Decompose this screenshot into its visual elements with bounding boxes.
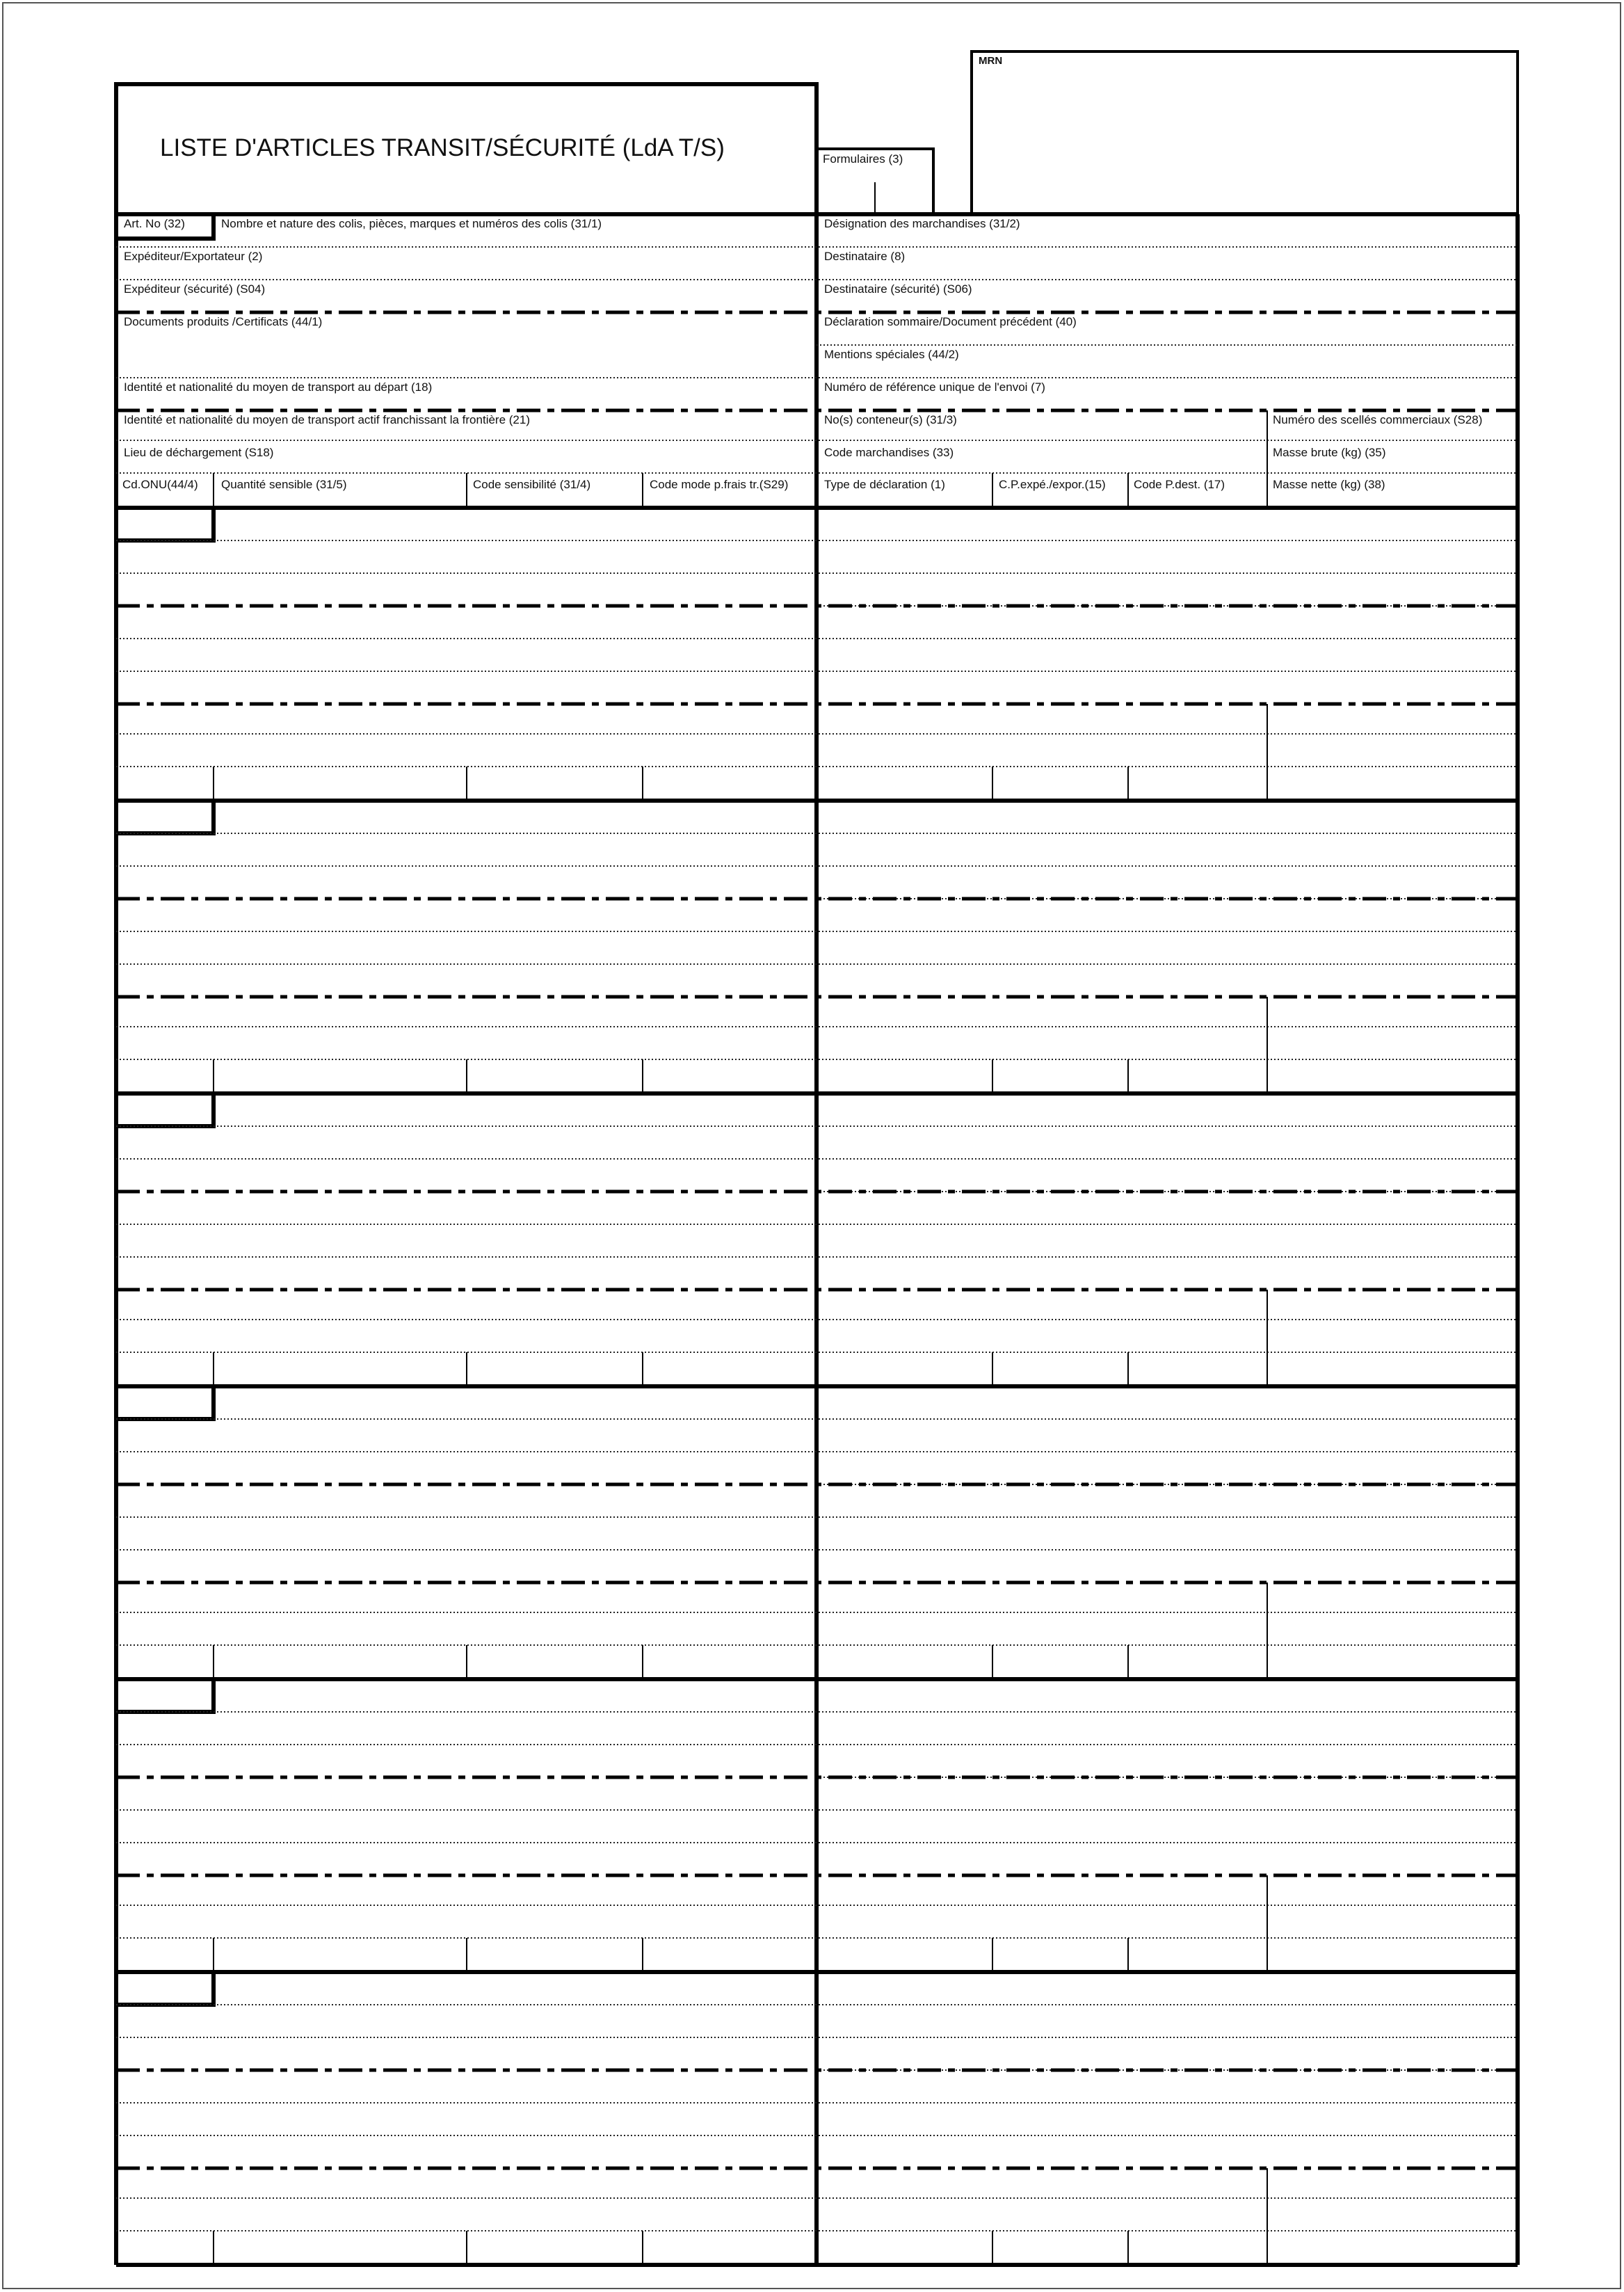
item-blocks [116,508,1518,2265]
label-expediteur-securite: Expéditeur (sécurité) (S04) [124,282,266,296]
form-title: LISTE D'ARTICLES TRANSIT/SÉCURITÉ (LdA T/S) [160,134,725,161]
label-identite-frontiere: Identité et nationalité du moyen de transport actif franchissant la frontière (21) [124,413,530,426]
label-identite-depart: Identité et nationalité du moyen de transport au départ (18) [124,380,433,394]
label-designation: Désignation des marchandises (31/2) [824,217,1020,230]
label-code-mode: Code mode p.frais tr.(S29) [650,478,789,491]
label-art-no: Art. No (32) [124,217,185,230]
label-scelles: Numéro des scellés commerciaux (S28) [1273,413,1483,426]
item-art-no-box [116,1972,214,2005]
label-code-marchandises: Code marchandises (33) [824,446,954,459]
label-destinataire: Destinataire (8) [824,250,906,263]
header-grid [116,214,1518,508]
label-cp-expe: C.P.expé./expor.(15) [999,478,1106,491]
mrn-box [972,51,1518,214]
formulaires-label: Formulaires (3) [823,152,903,166]
label-masse-nette: Masse nette (kg) (38) [1273,478,1385,491]
label-type-declaration: Type de déclaration (1) [824,478,945,491]
item-art-no-box [116,1386,214,1419]
label-quantite-sensible: Quantité sensible (31/5) [221,478,347,491]
item-art-no-box [116,1679,214,1712]
label-cd-onu: Cd.ONU(44/4) [122,478,198,491]
label-documents: Documents produits /Certificats (44/1) [124,315,323,328]
label-destinataire-securite: Destinataire (sécurité) (S06) [824,282,972,296]
label-reference-unique: Numéro de référence unique de l'envoi (7) [824,380,1045,394]
label-mentions: Mentions spéciales (44/2) [824,348,959,361]
label-masse-brute: Masse brute (kg) (35) [1273,446,1386,459]
label-code-p-dest: Code P.dest. (17) [1134,478,1225,491]
item-art-no-box [116,1093,214,1126]
mrn-label: MRN [979,55,1003,67]
label-declaration-sommaire: Déclaration sommaire/Document précédent (40) [824,315,1077,328]
label-expediteur: Expéditeur/Exportateur (2) [124,250,263,263]
item-art-no-box [116,801,214,833]
item-art-no-box [116,508,214,540]
label-code-sensibilite: Code sensibilité (31/4) [473,478,591,491]
label-conteneurs: No(s) conteneur(s) (31/3) [824,413,957,426]
page-border [3,3,1621,2289]
label-lieu-dechargement: Lieu de déchargement (S18) [124,446,274,459]
label-nombre-nature: Nombre et nature des colis, pièces, marques et numéros des colis (31/1) [221,217,602,230]
